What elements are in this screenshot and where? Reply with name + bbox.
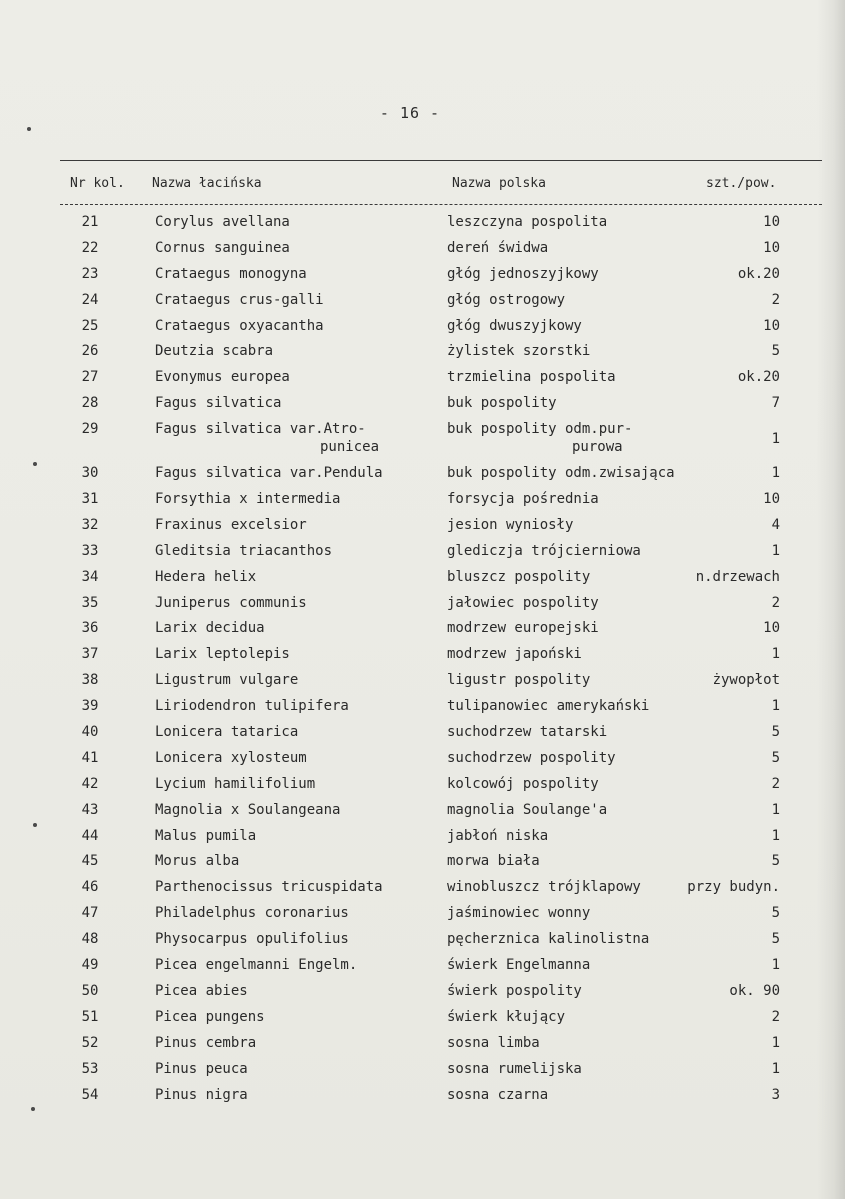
- quantity: 1: [771, 542, 780, 559]
- row-number: 54: [81, 1086, 99, 1103]
- quantity: 2: [771, 775, 780, 792]
- quantity: 10: [763, 214, 780, 230]
- quantity: 5: [771, 905, 780, 922]
- row-number: 28: [81, 395, 99, 412]
- latin-name: Lonicera xylosteum: [155, 749, 307, 766]
- latin-name: Philadelphus coronarius: [155, 905, 349, 922]
- latin-name: Liriodendron tulipifera: [155, 698, 349, 715]
- page-number: - 16 -: [379, 104, 441, 122]
- polish-name: leszczyna pospolita: [447, 214, 608, 230]
- polish-name: ligustr pospolity: [447, 672, 591, 689]
- row-number: 44: [81, 827, 99, 844]
- polish-name: kolcowój pospolity: [447, 775, 599, 792]
- table-row: [0, 802, 845, 828]
- polish-name: jaśminowiec wonny: [447, 905, 591, 922]
- polish-name: żylistek szorstki: [447, 343, 591, 360]
- table-row: [0, 395, 845, 421]
- quantity: ok. 90: [729, 982, 780, 999]
- quantity: 5: [771, 853, 780, 870]
- table-row: [0, 828, 845, 854]
- table-row: [0, 724, 845, 750]
- row-number: 29: [81, 421, 99, 438]
- polish-name: modrzew europejski: [447, 620, 599, 637]
- table-row: [0, 853, 845, 879]
- quantity: 1: [771, 957, 780, 974]
- table-row: [0, 879, 845, 905]
- polish-name: buk pospolity: [447, 395, 557, 412]
- table-row: [0, 1035, 845, 1061]
- row-number: 38: [81, 672, 99, 689]
- latin-name-line: Fagus silvatica var.Atro-: [155, 421, 366, 438]
- table-row: [0, 343, 845, 369]
- latin-name: Pinus cembra: [155, 1034, 257, 1051]
- table-top-rule: [60, 160, 822, 161]
- quantity: 1: [771, 801, 780, 818]
- polish-name: sosna limba: [447, 1034, 540, 1051]
- latin-name: Evonymus europea: [155, 369, 290, 386]
- polish-name: dereń świdwa: [447, 239, 549, 256]
- polish-name: winobluszcz trójklapowy: [447, 879, 641, 896]
- polish-name: świerk Engelmanna: [447, 957, 591, 974]
- table-row: [0, 698, 845, 724]
- table-row: [0, 957, 845, 983]
- header-nr: Nr kol.: [70, 176, 125, 191]
- polish-name: modrzew japoński: [447, 646, 582, 663]
- polish-name: [447, 421, 633, 456]
- table-row: [0, 672, 845, 698]
- latin-name: Juniperus communis: [155, 594, 307, 611]
- table-row: [0, 983, 845, 1009]
- table-row: [0, 517, 845, 543]
- quantity: 5: [771, 931, 780, 948]
- latin-name: Lonicera tatarica: [155, 724, 299, 741]
- polish-name: magnolia Soulange'a: [447, 801, 608, 818]
- header-latin-name: Nazwa łacińska: [152, 176, 262, 191]
- row-number: 43: [81, 801, 99, 818]
- table-row: [0, 240, 845, 266]
- row-number: 22: [81, 239, 99, 256]
- latin-name: Morus alba: [155, 853, 240, 870]
- polish-name: suchodrzew tatarski: [447, 724, 608, 741]
- row-number: 48: [81, 931, 99, 948]
- row-number: 52: [81, 1034, 99, 1051]
- table-header-rule: [60, 204, 822, 205]
- latin-name-continuation: punicea: [320, 439, 380, 456]
- row-number: 40: [81, 724, 99, 741]
- polish-name: tulipanowiec amerykański: [447, 698, 650, 715]
- latin-name: Fagus silvatica: [155, 395, 282, 412]
- table-row: [0, 750, 845, 776]
- table-row: [0, 1009, 845, 1035]
- polish-name: głóg dwuszyjkowy: [447, 317, 582, 334]
- table-row: [0, 776, 845, 802]
- quantity: 10: [763, 620, 780, 637]
- row-number: 50: [81, 982, 99, 999]
- quantity: ok.20: [737, 369, 780, 386]
- latin-name: Hedera helix: [155, 568, 257, 585]
- latin-name: Crataegus oxyacantha: [155, 317, 324, 334]
- latin-name: Malus pumila: [155, 827, 257, 844]
- latin-name: Deutzia scabra: [155, 343, 274, 360]
- row-number: 31: [81, 491, 99, 508]
- latin-name: Larix leptolepis: [155, 646, 290, 663]
- quantity: 1: [771, 1060, 780, 1077]
- row-number: 49: [81, 957, 99, 974]
- polish-name: jesion wyniosły: [447, 516, 574, 533]
- row-number: 45: [81, 853, 99, 870]
- quantity: 10: [763, 491, 780, 508]
- quantity: 1: [771, 1034, 780, 1051]
- quantity: 3: [771, 1086, 780, 1103]
- quantity: 5: [771, 749, 780, 766]
- row-number: 46: [81, 879, 99, 896]
- latin-name: Cornus sanguinea: [155, 239, 290, 256]
- quantity: 10: [763, 317, 780, 334]
- polish-name: trzmielina pospolita: [447, 369, 616, 386]
- polish-name: morwa biała: [447, 853, 540, 870]
- polish-name: jabłoń niska: [447, 827, 549, 844]
- row-number: 26: [81, 343, 99, 360]
- table-row: [0, 421, 845, 465]
- polish-name: bluszcz pospolity: [447, 568, 591, 585]
- header-quantity: szt./pow.: [706, 176, 777, 191]
- quantity: 1: [771, 646, 780, 663]
- latin-name: Magnolia x Soulangeana: [155, 801, 341, 818]
- quantity: przy budyn.: [687, 879, 780, 896]
- header-polish-name: Nazwa polska: [452, 176, 546, 191]
- latin-name: Picea abies: [155, 982, 248, 999]
- quantity: żywopłot: [712, 672, 780, 689]
- table-row: [0, 1087, 845, 1113]
- polish-name: pęcherznica kalinolistna: [447, 931, 650, 948]
- row-number: 42: [81, 775, 99, 792]
- quantity: 4: [771, 516, 780, 533]
- table-row: [0, 620, 845, 646]
- quantity: 1: [771, 465, 780, 482]
- table-row: [0, 905, 845, 931]
- table-row: [0, 595, 845, 621]
- latin-name: Picea pungens: [155, 1008, 265, 1025]
- row-number: 47: [81, 905, 99, 922]
- quantity: 10: [763, 239, 780, 256]
- polish-name: świerk kłujący: [447, 1008, 566, 1025]
- quantity: 7: [771, 395, 780, 412]
- row-number: 39: [81, 698, 99, 715]
- quantity: 1: [771, 431, 780, 448]
- table-row: [0, 491, 845, 517]
- latin-name: Lycium hamilifolium: [155, 775, 316, 792]
- table-row: [0, 318, 845, 344]
- quantity: 2: [771, 291, 780, 308]
- latin-name: Gleditsia triacanthos: [155, 542, 333, 559]
- polish-name: suchodrzew pospolity: [447, 749, 616, 766]
- quantity: 2: [771, 594, 780, 611]
- row-number: 53: [81, 1060, 99, 1077]
- quantity: 1: [771, 827, 780, 844]
- table-row: [0, 369, 845, 395]
- row-number: 34: [81, 568, 99, 585]
- polish-name: buk pospolity odm.zwisająca: [447, 465, 675, 482]
- table-row: [0, 214, 845, 240]
- latin-name: Fraxinus excelsior: [155, 516, 307, 533]
- table-row: [0, 1061, 845, 1087]
- row-number: 23: [81, 265, 99, 282]
- quantity: 5: [771, 343, 780, 360]
- table-row: [0, 266, 845, 292]
- polish-name: głóg jednoszyjkowy: [447, 265, 599, 282]
- row-number: 27: [81, 369, 99, 386]
- row-number: 51: [81, 1008, 99, 1025]
- polish-name-continuation: purowa: [572, 439, 623, 456]
- latin-name: Pinus peuca: [155, 1060, 248, 1077]
- row-number: 21: [81, 214, 99, 230]
- latin-name: Parthenocissus tricuspidata: [155, 879, 383, 896]
- row-number: 36: [81, 620, 99, 637]
- table-row: [0, 465, 845, 491]
- quantity: 5: [771, 724, 780, 741]
- latin-name: Fagus silvatica var.Pendula: [155, 465, 383, 482]
- latin-name: Picea engelmanni Engelm.: [155, 957, 358, 974]
- table-row: [0, 646, 845, 672]
- latin-name: [155, 421, 380, 456]
- table-row: [0, 569, 845, 595]
- latin-name: Ligustrum vulgare: [155, 672, 299, 689]
- polish-name: glediczja trójcierniowa: [447, 542, 641, 559]
- latin-name: Corylus avellana: [155, 214, 290, 230]
- row-number: 25: [81, 317, 99, 334]
- row-number: 30: [81, 465, 99, 482]
- latin-name: Larix decidua: [155, 620, 265, 637]
- polish-name: forsycja pośrednia: [447, 491, 599, 508]
- row-number: 35: [81, 594, 99, 611]
- table-row: [0, 292, 845, 318]
- row-number: 33: [81, 542, 99, 559]
- polish-name: głóg ostrogowy: [447, 291, 566, 308]
- latin-name: Forsythia x intermedia: [155, 491, 341, 508]
- polish-name-line: buk pospolity odm.pur-: [447, 421, 633, 438]
- quantity: 2: [771, 1008, 780, 1025]
- polish-name: jałowiec pospolity: [447, 594, 599, 611]
- polish-name: świerk pospolity: [447, 982, 582, 999]
- row-number: 37: [81, 646, 99, 663]
- quantity: n.drzewach: [695, 568, 780, 585]
- species-table: [0, 214, 845, 1112]
- latin-name: Physocarpus opulifolius: [155, 931, 349, 948]
- latin-name: Crataegus crus-galli: [155, 291, 324, 308]
- quantity: ok.20: [737, 265, 780, 282]
- row-number: 24: [81, 291, 99, 308]
- quantity: 1: [771, 698, 780, 715]
- row-number: 41: [81, 749, 99, 766]
- polish-name: sosna rumelijska: [447, 1060, 582, 1077]
- table-row: [0, 543, 845, 569]
- polish-name: sosna czarna: [447, 1086, 549, 1103]
- latin-name: Pinus nigra: [155, 1086, 248, 1103]
- binder-hole-mark: [27, 127, 31, 131]
- row-number: 32: [81, 516, 99, 533]
- table-row: [0, 931, 845, 957]
- latin-name: Crataegus monogyna: [155, 265, 307, 282]
